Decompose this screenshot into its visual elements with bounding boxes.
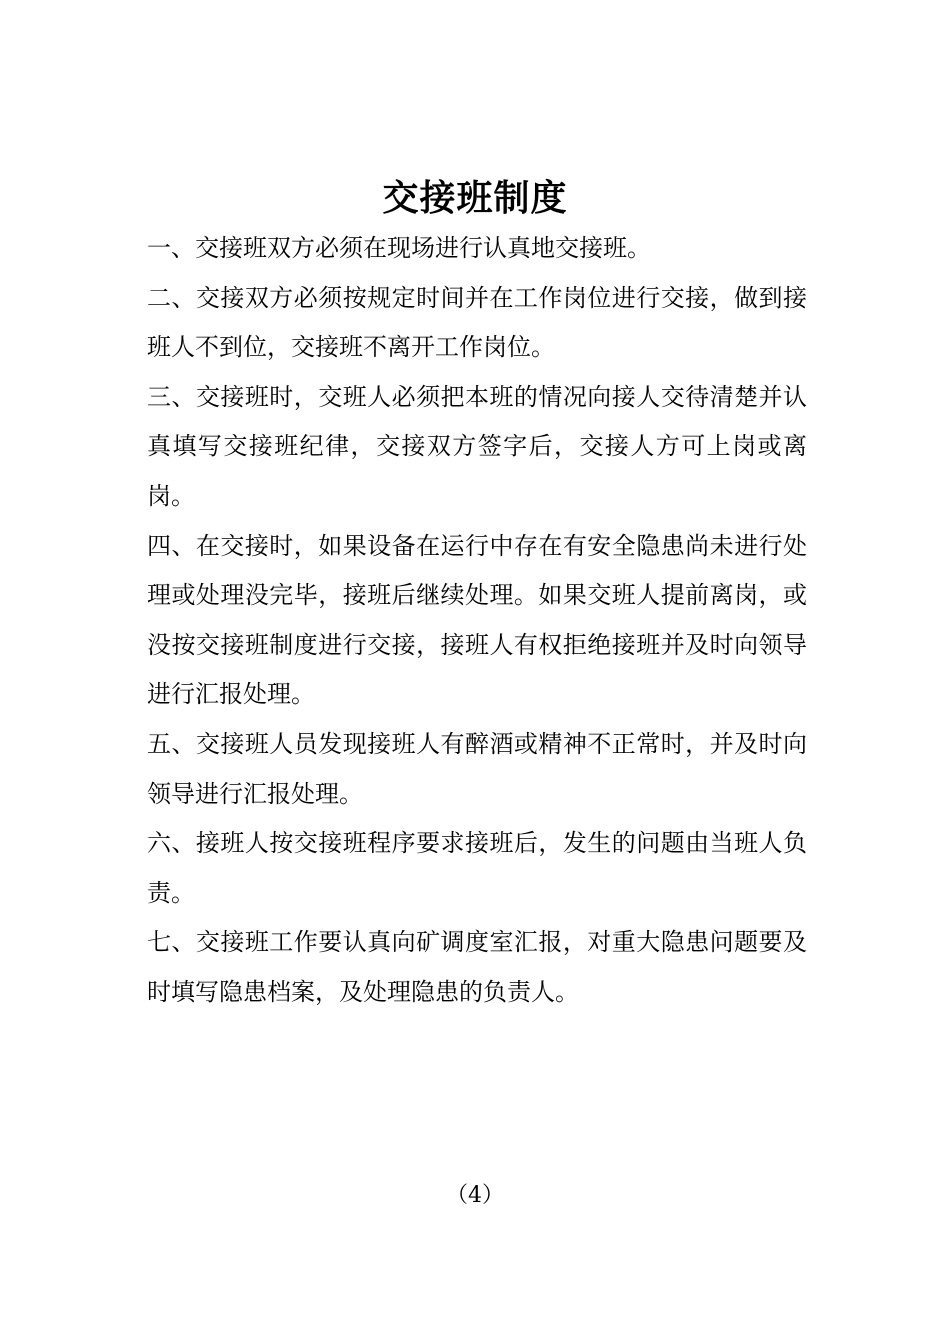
paragraph-5: 五、交接班人员发现接班人有醉酒或精神不正常时，并及时向领导进行汇报处理。 <box>147 729 807 808</box>
page-number: （4） <box>446 1183 504 1208</box>
paragraph-1: 一、交接班双方必须在现场进行认真地交接班。 <box>147 234 651 262</box>
paragraph-4: 四、在交接时，如果设备在运行中存在有安全隐患尚未进行处理或处理没完毕，接班后继续处理。如果交班人提前离岗，或没按交接班制度进行交接，接班人有权拒绝接班并及时向领导进行汇报处理。 <box>147 531 807 709</box>
paragraph-2: 二、交接双方必须按规定时间并在工作岗位进行交接，做到接班人不到位，交接班不离开工作岗位。 <box>147 283 807 362</box>
paragraph-3: 三、交接班时，交班人必须把本班的情况向接人交待清楚并认真填写交接班纪律，交接双方签字后，交接人方可上岗或离岗。 <box>147 382 807 510</box>
document-body <box>147 224 807 1018</box>
paragraph-7: 七、交接班工作要认真向矿调度室汇报，对重大隐患问题要及时填写隐患档案，及处理隐患的负责人。 <box>147 928 807 1006</box>
page-title: 交接班制度 <box>382 177 568 219</box>
paragraph-6: 六、接班人按交接班程序要求接班后，发生的问题由当班人负责。 <box>147 829 807 907</box>
